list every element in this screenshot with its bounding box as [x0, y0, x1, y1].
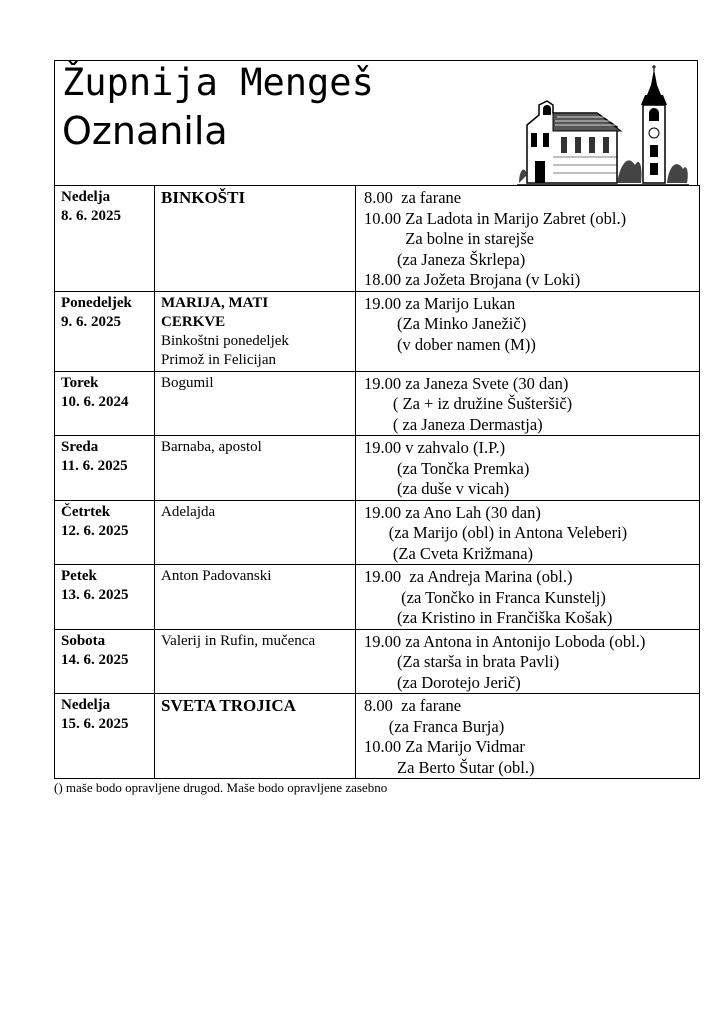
day-date: 9. 6. 2025 [61, 313, 121, 330]
day-row [55, 694, 700, 779]
mass-line: 19.00 v zahvalo (I.P.) [364, 438, 506, 457]
mass-line: 18.00 za Jožeta Brojana (v Loki) [364, 270, 581, 289]
header [54, 60, 698, 185]
day-date: 12. 6. 2025 [61, 522, 129, 539]
mass-line: (za Janeza Škrlepa) [364, 249, 526, 269]
day-date: 14. 6. 2025 [61, 651, 129, 668]
mass-line: (Za starša in brata Pavli) [364, 652, 560, 671]
schedule-table [54, 185, 700, 779]
day-name: Torek [61, 374, 99, 391]
schedule-body [55, 186, 700, 779]
day-date: 10. 6. 2024 [61, 393, 129, 410]
masses-cell [356, 694, 700, 779]
masses-cell [356, 565, 700, 630]
day-date: 15. 6. 2025 [61, 716, 129, 732]
feast-cell [155, 629, 356, 694]
feast-line: MARIJA, MATI [161, 294, 269, 311]
feast-line: Binkoštni ponedeljek [161, 332, 289, 349]
masses-cell [356, 629, 700, 694]
day-cell [55, 436, 155, 501]
mass-line: 19.00 za Antona in Antonijo Loboda (obl.) [364, 631, 646, 651]
mass-line: (v dober namen (M)) [364, 334, 536, 354]
masses-cell [356, 500, 700, 565]
day-row [55, 291, 700, 371]
feast-line: CERKVE [161, 313, 226, 330]
mass-line: 19.00 za Janeza Svete (30 dan) [364, 373, 569, 393]
church-illustration [517, 65, 689, 189]
mass-line: Za Berto Šutar (obl.) [364, 757, 535, 777]
mass-line: (za Tončka Premka) [364, 458, 530, 478]
day-cell [55, 186, 155, 292]
mass-line: 19.00 za Ano Lah (30 dan) [364, 502, 541, 522]
day-name: Ponedeljek [61, 294, 132, 311]
feast-line: Valerij in Rufin, mučenca [161, 632, 316, 649]
masses-cell [356, 436, 700, 501]
day-row [55, 500, 700, 565]
day-row [55, 371, 700, 436]
mass-line: (za Marijo (obl) in Antona Veleberi) [364, 523, 628, 542]
day-name: Sreda [61, 439, 99, 455]
feast-cell [155, 565, 356, 630]
mass-line: (Za Cveta Križmana) [364, 543, 534, 563]
feast-line: Bogumil [161, 374, 214, 391]
feast-line: Primož in Felicijan [161, 351, 276, 368]
mass-line: 19.00 za Andreja Marina (obl.) [364, 567, 573, 586]
bulletin-subtitle: Oznanila [62, 109, 228, 153]
parish-title: Župnija Mengeš [62, 61, 374, 104]
mass-line: 10.00 Za Ladota in Marijo Zabret (obl.) [364, 208, 627, 228]
day-row [55, 629, 700, 694]
feast-cell [155, 500, 356, 565]
day-name: Sobota [61, 632, 106, 649]
feast-line: SVETA TROJICA [161, 696, 296, 715]
day-date: 8. 6. 2025 [61, 208, 121, 224]
mass-line: (za Franca Burja) [364, 716, 505, 736]
bulletin-sheet [54, 60, 698, 779]
feast-cell [155, 371, 356, 436]
masses-cell [356, 186, 700, 292]
feast-line: Barnaba, apostol [161, 439, 262, 455]
mass-line: (za Dorotejo Jerič) [364, 672, 521, 692]
masses-cell [356, 371, 700, 436]
mass-line: ( Za + iz družine Šušteršič) [364, 394, 573, 413]
day-name: Nedelja [61, 189, 111, 205]
day-row [55, 436, 700, 501]
day-cell [55, 291, 155, 371]
mass-line: (Za Minko Janežič) [364, 314, 527, 333]
day-name: Nedelja [61, 697, 111, 713]
day-row [55, 186, 700, 292]
feast-cell [155, 291, 356, 371]
feast-cell [155, 436, 356, 501]
mass-line: 19.00 za Marijo Lukan [364, 293, 516, 313]
feast-line: BINKOŠTI [161, 188, 246, 207]
day-cell [55, 500, 155, 565]
mass-line: (za duše v vicah) [364, 479, 510, 498]
feast-cell [155, 694, 356, 779]
day-cell [55, 629, 155, 694]
day-cell [55, 694, 155, 779]
feast-cell [155, 186, 356, 292]
mass-line: 8.00 za farane [364, 188, 462, 207]
feast-line: Anton Padovanski [161, 568, 272, 584]
mass-line: 8.00 za farane [364, 696, 462, 715]
day-date: 11. 6. 2025 [61, 458, 128, 474]
day-name: Četrtek [61, 503, 111, 520]
feast-line: Adelajda [161, 503, 216, 520]
masses-cell [356, 291, 700, 371]
footnote: () maše bodo opravljene drugod. Maše bodo opravljene zasebno [54, 780, 388, 795]
mass-line: 10.00 Za Marijo Vidmar [364, 737, 525, 756]
mass-line: ( za Janeza Dermastja) [364, 414, 543, 434]
day-cell [55, 371, 155, 436]
day-cell [55, 565, 155, 630]
mass-line: Za bolne in starejše [364, 229, 534, 248]
day-date: 13. 6. 2025 [61, 587, 129, 603]
day-row [55, 565, 700, 630]
day-name: Petek [61, 568, 97, 584]
mass-line: (za Kristino in Frančiška Košak) [364, 608, 613, 627]
mass-line: (za Tončko in Franca Kunstelj) [364, 587, 606, 607]
